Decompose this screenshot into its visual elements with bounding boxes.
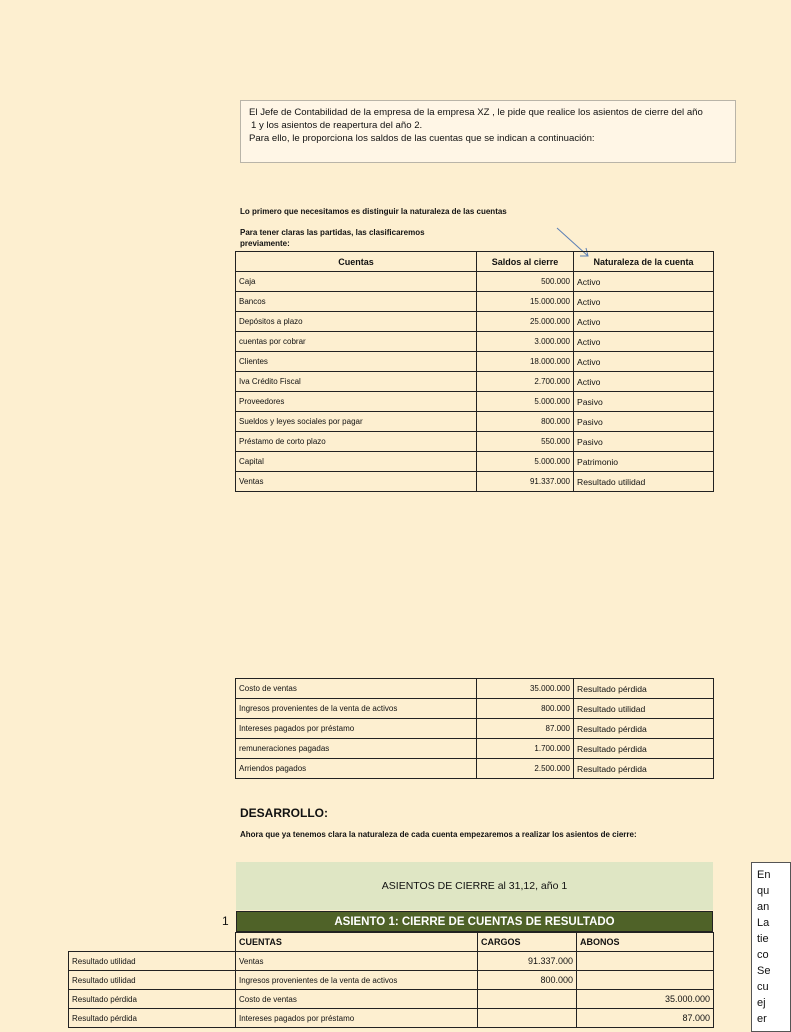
side-note-line: an [757, 901, 770, 913]
account-balance: 18.000.000 [477, 352, 574, 372]
account-name: Ventas [236, 472, 477, 492]
accounts-table [235, 251, 714, 492]
account-nature: Pasivo [574, 392, 714, 412]
account-nature: Activo [574, 292, 714, 312]
entry-category: Resultado pérdida [69, 1009, 236, 1028]
account-balance: 25.000.000 [477, 312, 574, 332]
account-row [236, 312, 714, 332]
side-note-line: co [757, 949, 769, 961]
account-name: Intereses pagados por préstamo [236, 719, 477, 739]
account-name: Bancos [236, 292, 477, 312]
side-note-line: tie [757, 933, 769, 945]
account-balance: 800.000 [477, 412, 574, 432]
journal-row [69, 952, 714, 971]
note-classify-line-1: Para tener claras las partidas, las clasificaremos [240, 228, 425, 237]
account-row [236, 472, 714, 492]
account-nature: Activo [574, 372, 714, 392]
journal-row [69, 990, 714, 1009]
note-nature: Lo primero que necesitamos es distinguir la naturaleza de las cuentas [240, 207, 507, 216]
account-row [236, 739, 714, 759]
journal-entry-table [68, 932, 714, 1028]
entry-account: Ventas [236, 952, 478, 971]
account-balance: 5.000.000 [477, 452, 574, 472]
account-balance: 5.000.000 [477, 392, 574, 412]
header-cuentas-entry: CUENTAS [236, 933, 478, 952]
header-cuentas: Cuentas [236, 252, 477, 272]
cierre-title: ASIENTOS DE CIERRE al 31,12, año 1 [381, 880, 568, 892]
instructions-box [240, 100, 736, 163]
account-row [236, 272, 714, 292]
account-name: cuentas por cobrar [236, 332, 477, 352]
side-note-line: cu [757, 981, 769, 993]
account-name: Depósitos a plazo [236, 312, 477, 332]
account-name: Capital [236, 452, 477, 472]
account-nature: Pasivo [574, 432, 714, 452]
account-balance: 3.000.000 [477, 332, 574, 352]
side-note-line: En [757, 869, 771, 881]
account-name: Costo de ventas [236, 679, 477, 699]
account-nature: Activo [574, 332, 714, 352]
note-classify-line-2: previamente: [240, 239, 290, 248]
account-row [236, 412, 714, 432]
account-row [236, 332, 714, 352]
account-row [236, 292, 714, 312]
account-name: remuneraciones pagadas [236, 739, 477, 759]
account-nature: Activo [574, 352, 714, 372]
desarrollo-text: Ahora que ya tenemos clara la naturaleza de cada cuenta empezaremos a realizar los asientos de cierre: [240, 830, 637, 839]
account-name: Ingresos provenientes de la venta de activos [236, 699, 477, 719]
account-name: Iva Crédito Fiscal [236, 372, 477, 392]
account-balance: 1.700.000 [477, 739, 574, 759]
accounts-table-header [236, 252, 714, 272]
account-nature: Resultado utilidad [574, 472, 714, 492]
account-name: Sueldos y leyes sociales por pagar [236, 412, 477, 432]
journal-row [69, 971, 714, 990]
entry-cargo [478, 990, 577, 1009]
entry-cargo: 91.337.000 [478, 952, 577, 971]
account-name: Clientes [236, 352, 477, 372]
account-row [236, 759, 714, 779]
account-balance: 91.337.000 [477, 472, 574, 492]
account-nature: Resultado utilidad [574, 699, 714, 719]
entry-account: Intereses pagados por préstamo [236, 1009, 478, 1028]
header-blank [69, 933, 236, 952]
header-abonos: ABONOS [577, 933, 714, 952]
entry-abono [577, 952, 714, 971]
account-nature: Resultado pérdida [574, 739, 714, 759]
cierre-title-box [236, 862, 713, 910]
journal-entry-header [69, 933, 714, 952]
account-balance: 2.700.000 [477, 372, 574, 392]
account-balance: 800.000 [477, 699, 574, 719]
account-name: Préstamo de corto plazo [236, 432, 477, 452]
instructions-line-3: Para ello, le proporciona los saldos de las cuentas que se indican a continuación: [249, 133, 595, 144]
account-balance: 2.500.000 [477, 759, 574, 779]
entry-cargo: 800.000 [478, 971, 577, 990]
side-note-line: er [757, 1013, 767, 1025]
entry-category: Resultado pérdida [69, 990, 236, 1009]
account-nature: Activo [574, 312, 714, 332]
entry-abono [577, 971, 714, 990]
account-balance: 15.000.000 [477, 292, 574, 312]
entry-category: Resultado utilidad [69, 971, 236, 990]
side-note-line: qu [757, 885, 770, 897]
account-name: Arriendos pagados [236, 759, 477, 779]
account-row [236, 432, 714, 452]
account-nature: Pasivo [574, 412, 714, 432]
journal-row [69, 1009, 714, 1028]
entry-category: Resultado utilidad [69, 952, 236, 971]
entry-abono: 87.000 [577, 1009, 714, 1028]
entry-cargo [478, 1009, 577, 1028]
account-name: Caja [236, 272, 477, 292]
account-name: Proveedores [236, 392, 477, 412]
entry-account: Costo de ventas [236, 990, 478, 1009]
account-row [236, 719, 714, 739]
account-nature: Resultado pérdida [574, 679, 714, 699]
account-balance: 550.000 [477, 432, 574, 452]
asiento-number: 1 [222, 914, 229, 928]
header-cargos: CARGOS [478, 933, 577, 952]
entry-account: Ingresos provenientes de la venta de activos [236, 971, 478, 990]
account-row [236, 352, 714, 372]
account-row [236, 452, 714, 472]
account-row [236, 699, 714, 719]
asiento-title: ASIENTO 1: CIERRE DE CUENTAS DE RESULTADO [334, 915, 615, 928]
entry-abono: 35.000.000 [577, 990, 714, 1009]
account-nature: Resultado pérdida [574, 719, 714, 739]
asiento-title-bar [236, 911, 713, 932]
desarrollo-heading: DESARROLLO: [240, 806, 328, 820]
account-nature: Activo [574, 272, 714, 292]
account-balance: 500.000 [477, 272, 574, 292]
instructions-line-1: El Jefe de Contabilidad de la empresa de la empresa XZ , le pide que realice los asientos de cierre del año [249, 107, 703, 118]
accounts-table-continued [235, 678, 714, 779]
header-naturaleza: Naturaleza de la cuenta [574, 252, 714, 272]
note-classify [240, 227, 425, 249]
instructions-line-2: 1 y los asientos de reapertura del año 2. [251, 120, 423, 131]
account-balance: 35.000.000 [477, 679, 574, 699]
side-note-box [751, 862, 791, 1032]
side-note-line: Se [757, 965, 771, 977]
side-note-line: La [757, 917, 770, 929]
header-saldos: Saldos al cierre [477, 252, 574, 272]
account-row [236, 392, 714, 412]
account-row [236, 372, 714, 392]
account-nature: Resultado pérdida [574, 759, 714, 779]
side-note-line: ej [757, 997, 766, 1009]
account-balance: 87.000 [477, 719, 574, 739]
account-row [236, 679, 714, 699]
account-nature: Patrimonio [574, 452, 714, 472]
